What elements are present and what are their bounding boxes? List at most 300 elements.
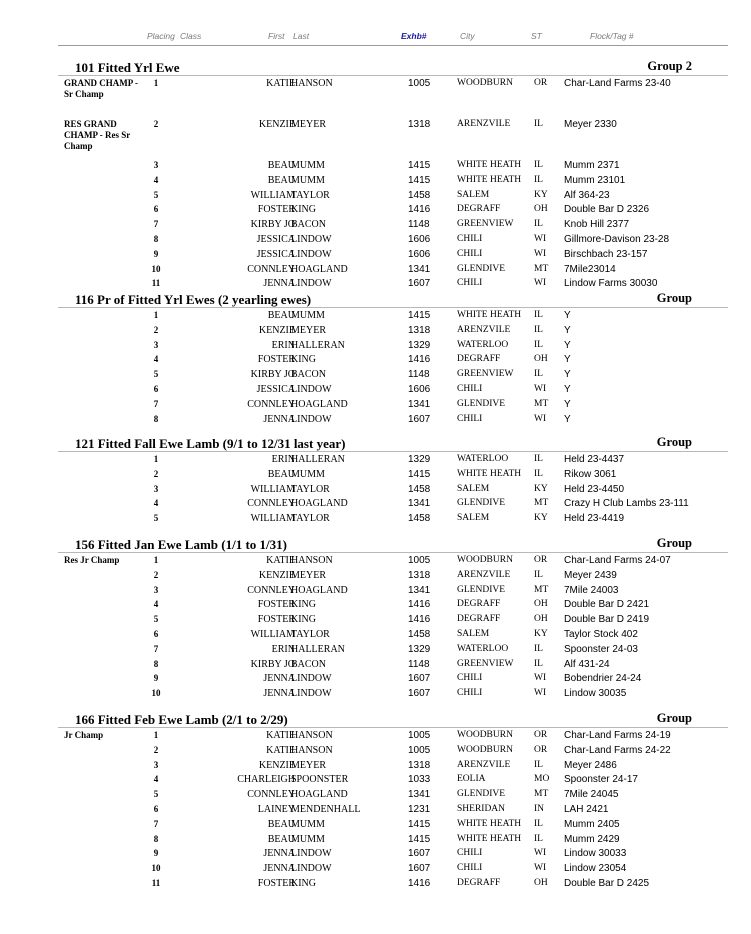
city: WATERLOO: [457, 454, 509, 464]
first-name: FOSTER: [257, 354, 295, 366]
section-title: 166 Fitted Feb Ewe Lamb (2/1 to 2/29): [75, 712, 288, 727]
award-label: Res Jr Champ: [64, 555, 120, 565]
city: GLENDIVE: [457, 498, 506, 509]
exhibitor-number: 1318: [408, 119, 431, 130]
first-name: BEAU: [267, 160, 295, 171]
flock-tag: Y: [564, 398, 571, 410]
section-group: Group: [656, 711, 692, 725]
state: IL: [534, 643, 543, 654]
table-row: [58, 629, 728, 644]
first-name: JENNA: [263, 863, 295, 875]
state: WI: [534, 233, 547, 244]
state: WI: [534, 383, 547, 394]
flock-tag: Lindow Farms 30030: [564, 278, 658, 290]
exhibitor-number: 1005: [408, 744, 431, 756]
flock-tag: Y: [564, 354, 571, 366]
state: MO: [534, 774, 550, 785]
last-name: LINDOW: [291, 278, 332, 290]
state: IL: [534, 468, 543, 479]
city: CHILI: [457, 688, 483, 699]
exhibitor-number: 1458: [408, 628, 431, 640]
city: GREENVIEW: [457, 219, 514, 230]
flock-tag: Knob Hill 2377: [564, 219, 630, 231]
placing: 8: [153, 833, 159, 844]
city: CHILI: [457, 848, 483, 859]
first-name: CHARLEIGH: [237, 774, 295, 786]
flock-tag: Char-Land Farms 24-19: [564, 730, 671, 741]
exhibitor-number: 1318: [408, 569, 431, 581]
section-divider: [58, 307, 728, 308]
first-name: BEAU: [267, 310, 295, 321]
header-st: ST: [531, 31, 542, 41]
city: SALEM: [457, 189, 490, 200]
exhibitor-number: 1329: [408, 454, 431, 465]
flock-tag: Alf 431-24: [564, 658, 610, 670]
exhibitor-number: 1148: [408, 369, 430, 381]
city: CHILI: [457, 233, 483, 244]
first-name: WILLIAM: [250, 628, 295, 640]
city: ARENZVILE: [457, 759, 511, 770]
section-divider: [58, 552, 728, 553]
exhibitor-number: 1341: [408, 498, 431, 510]
table-row: [58, 414, 728, 429]
section-group: Group 2: [647, 59, 692, 73]
first-name: CONNLEY: [247, 398, 295, 410]
state: MT: [534, 789, 549, 800]
table-row: [58, 819, 728, 834]
state: MT: [534, 263, 549, 274]
exhibitor-number: 1415: [408, 174, 431, 186]
city: SHERIDAN: [457, 803, 506, 814]
flock-tag: Lindow 30035: [564, 688, 627, 700]
placing: 5: [153, 614, 159, 625]
first-name: JENNA: [263, 278, 295, 290]
placing: 5: [153, 789, 159, 800]
placing: 5: [153, 513, 159, 524]
exhibitor-number: 1416: [408, 614, 431, 626]
first-name: KATIE: [266, 730, 295, 741]
last-name: MEYER: [291, 324, 326, 336]
header-divider: [58, 45, 728, 46]
placing: 11: [151, 278, 161, 289]
exhibitor-number: 1458: [408, 483, 431, 495]
flock-tag: Lindow 23054: [564, 863, 627, 875]
city: ARENZVILE: [457, 324, 511, 335]
flock-tag: Held 23-4419: [564, 513, 625, 525]
first-name: KATIE: [266, 744, 295, 756]
placing: 1: [153, 310, 159, 320]
state: IL: [534, 310, 543, 320]
exhibitor-number: 1415: [408, 818, 431, 830]
last-name: LINDOW: [291, 248, 332, 260]
table-row: [58, 469, 728, 484]
placing: 8: [153, 233, 159, 244]
city: WHITE HEATH: [457, 174, 522, 185]
table-row: [58, 659, 728, 674]
city: DEGRAFF: [457, 614, 501, 625]
placing: 5: [153, 189, 159, 200]
placing: 4: [153, 498, 159, 509]
placing: 3: [153, 339, 159, 350]
flock-tag: Rikow 3061: [564, 468, 617, 480]
placing: 7: [153, 818, 159, 829]
first-name: CONNLEY: [247, 498, 295, 510]
first-name: JENNA: [263, 673, 295, 685]
exhibitor-number: 1341: [408, 789, 431, 801]
flock-tag: Mumm 2405: [564, 818, 620, 830]
flock-tag: Y: [564, 324, 571, 336]
last-name: HOAGLAND: [291, 789, 348, 801]
exhibitor-number: 1148: [408, 658, 430, 670]
city: CHILI: [457, 383, 483, 394]
section-divider: [58, 75, 728, 76]
state: IL: [534, 658, 543, 669]
flock-tag: 7Mile23014: [564, 263, 616, 275]
flock-tag: Double Bar D 2421: [564, 599, 650, 611]
exhibitor-number: 1415: [408, 833, 431, 845]
placing: 4: [153, 774, 159, 785]
city: CHILI: [457, 278, 483, 289]
flock-tag: Taylor Stock 402: [564, 628, 638, 640]
city: EOLIA: [457, 774, 486, 785]
state: WI: [534, 673, 547, 684]
last-name: BACON: [291, 369, 327, 381]
first-name: CONNLEY: [247, 584, 295, 596]
flock-tag: Lindow 30033: [564, 848, 627, 860]
table-row: [58, 454, 728, 469]
city: GREENVIEW: [457, 658, 514, 669]
last-name: LINDOW: [291, 848, 332, 860]
last-name: LINDOW: [291, 688, 332, 700]
header-last: Last: [293, 31, 310, 41]
flock-tag: Meyer 2330: [564, 119, 617, 130]
last-name: BACON: [291, 658, 327, 670]
placing: 7: [153, 219, 159, 230]
exhibitor-number: 1341: [408, 584, 431, 596]
city: CHILI: [457, 673, 483, 684]
first-name: BEAU: [267, 174, 295, 186]
header-class: Class: [180, 31, 202, 41]
table-row: [58, 310, 728, 325]
header-flock-tag: Flock/Tag #: [590, 31, 634, 41]
placing: 5: [153, 369, 159, 380]
exhibitor-number: 1606: [408, 233, 431, 245]
placing: 2: [153, 569, 159, 580]
exhibitor-number: 1329: [408, 339, 431, 351]
table-row: [58, 219, 728, 234]
first-name: WILLIAM: [250, 513, 295, 525]
flock-tag: Y: [564, 413, 571, 425]
city: GLENDIVE: [457, 584, 506, 595]
city: WOODBURN: [457, 744, 513, 755]
section-divider: [58, 727, 728, 728]
table-row: [58, 513, 728, 528]
flock-tag: Double Bar D 2425: [564, 877, 650, 889]
first-name: JENNA: [263, 688, 295, 700]
award-label: Jr Champ: [64, 730, 104, 740]
exhibitor-number: 1033: [408, 774, 431, 786]
section-group: Group: [656, 536, 692, 550]
first-name: KENZIE: [258, 569, 295, 581]
city: WHITE HEATH: [457, 833, 522, 844]
last-name: MEYER: [291, 759, 326, 771]
table-row: [58, 204, 728, 219]
award-label: GRAND CHAMP - Sr Champ: [64, 78, 138, 100]
city: WHITE HEATH: [457, 468, 522, 479]
first-name: JENNA: [263, 413, 295, 425]
table-row: [58, 78, 728, 119]
table-row: [58, 834, 728, 849]
first-name: ERIN: [271, 643, 295, 655]
placing: 1: [153, 730, 159, 740]
placing: 10: [151, 688, 161, 699]
exhibitor-number: 1607: [408, 688, 431, 700]
state: IL: [534, 759, 543, 770]
last-name: MUMM: [291, 174, 325, 186]
exhibitor-number: 1416: [408, 354, 431, 366]
flock-tag: Y: [564, 369, 571, 381]
state: IL: [534, 454, 543, 464]
last-name: TAYLOR: [291, 483, 330, 495]
results-rows: [58, 454, 728, 528]
placing: 2: [153, 744, 159, 755]
exhibitor-number: 1005: [408, 730, 431, 741]
state: IL: [534, 339, 543, 350]
results-rows: [58, 310, 728, 428]
exhibitor-number: 1607: [408, 848, 431, 860]
state: KY: [534, 189, 548, 200]
state: OH: [534, 614, 548, 625]
last-name: MEYER: [291, 569, 326, 581]
placing: 4: [153, 599, 159, 610]
state: MT: [534, 498, 549, 509]
first-name: BEAU: [267, 468, 295, 480]
header-placing: Placing: [147, 31, 175, 41]
table-row: [58, 249, 728, 264]
last-name: KING: [291, 877, 316, 889]
table-row: [58, 863, 728, 878]
state: WI: [534, 413, 547, 424]
table-row: [58, 369, 728, 384]
section-title: 121 Fitted Fall Ewe Lamb (9/1 to 12/31 last year): [75, 436, 346, 451]
last-name: HALLERAN: [291, 339, 345, 351]
first-name: KENZIE: [258, 324, 295, 336]
placing: 10: [151, 263, 161, 274]
table-row: [58, 484, 728, 499]
flock-tag: Y: [564, 383, 571, 395]
placing: 3: [153, 483, 159, 494]
city: WOODBURN: [457, 730, 513, 740]
state: IN: [534, 803, 545, 814]
city: WHITE HEATH: [457, 818, 522, 829]
last-name: MUMM: [291, 160, 325, 171]
table-row: [58, 340, 728, 355]
placing: 11: [151, 877, 161, 888]
exhibitor-number: 1416: [408, 204, 431, 216]
first-name: BEAU: [267, 818, 295, 830]
state: OH: [534, 204, 548, 215]
table-row: [58, 673, 728, 688]
award-label: RES GRAND CHAMP - Res Sr Champ: [64, 119, 131, 152]
results-rows: [58, 78, 728, 293]
city: WOODBURN: [457, 78, 513, 88]
state: IL: [534, 174, 543, 185]
flock-tag: Double Bar D 2419: [564, 614, 650, 626]
last-name: HANSON: [291, 78, 333, 89]
header-city: City: [460, 31, 475, 41]
last-name: LINDOW: [291, 413, 332, 425]
placing: 1: [153, 454, 159, 464]
state: MT: [534, 584, 549, 595]
placing: 6: [153, 204, 159, 215]
exhibitor-number: 1329: [408, 643, 431, 655]
table-row: [58, 878, 728, 893]
placing: 4: [153, 174, 159, 185]
table-row: [58, 160, 728, 175]
table-row: [58, 278, 728, 293]
table-row: [58, 644, 728, 659]
flock-tag: Double Bar D 2326: [564, 204, 650, 216]
flock-tag: LAH 2421: [564, 803, 609, 815]
header-exhb: Exhb#: [401, 31, 427, 41]
first-name: KIRBY JO: [250, 219, 295, 231]
exhibitor-number: 1415: [408, 160, 431, 171]
placing: 6: [153, 803, 159, 814]
flock-tag: Held 23-4450: [564, 483, 625, 495]
first-name: KIRBY JO: [250, 658, 295, 670]
section-title: 156 Fitted Jan Ewe Lamb (1/1 to 1/31): [75, 537, 287, 552]
results-rows: [58, 730, 728, 893]
placing: 3: [153, 759, 159, 770]
flock-tag: Mumm 2371: [564, 160, 620, 171]
table-row: [58, 384, 728, 399]
table-row: [58, 325, 728, 340]
placing: 4: [153, 354, 159, 365]
first-name: LAINEY: [257, 803, 295, 815]
city: GLENDIVE: [457, 398, 506, 409]
first-name: JESSICA: [256, 248, 295, 260]
flock-tag: Spoonster 24-17: [564, 774, 638, 786]
placing: 9: [153, 848, 159, 859]
exhibitor-number: 1148: [408, 219, 430, 231]
header-first: First: [268, 31, 285, 41]
placing: 3: [153, 160, 159, 170]
table-row: [58, 599, 728, 614]
last-name: HALLERAN: [291, 643, 345, 655]
first-name: FOSTER: [257, 877, 295, 889]
table-row: [58, 614, 728, 629]
state: IL: [534, 818, 543, 829]
first-name: CONNLEY: [247, 789, 295, 801]
exhibitor-number: 1458: [408, 513, 431, 525]
last-name: MUMM: [291, 833, 325, 845]
state: KY: [534, 628, 548, 639]
state: IL: [534, 119, 543, 129]
city: DEGRAFF: [457, 599, 501, 610]
first-name: KENZIE: [258, 119, 295, 130]
last-name: LINDOW: [291, 863, 332, 875]
exhibitor-number: 1416: [408, 599, 431, 611]
exhibitor-number: 1318: [408, 324, 431, 336]
last-name: HANSON: [291, 555, 333, 566]
state: IL: [534, 160, 543, 170]
placing: 9: [153, 248, 159, 259]
table-row: [58, 688, 728, 703]
table-row: [58, 760, 728, 775]
state: OR: [534, 78, 548, 88]
state: IL: [534, 324, 543, 335]
flock-tag: 7Mile 24045: [564, 789, 619, 801]
placing: 3: [153, 584, 159, 595]
last-name: MENDENHALL: [291, 803, 361, 815]
placing: 2: [153, 119, 159, 129]
exhibitor-number: 1607: [408, 413, 431, 425]
first-name: BEAU: [267, 833, 295, 845]
last-name: KING: [291, 354, 316, 366]
last-name: MUMM: [291, 310, 325, 321]
exhibitor-number: 1318: [408, 759, 431, 771]
flock-tag: Y: [564, 310, 571, 321]
first-name: WILLIAM: [250, 189, 295, 201]
last-name: TAYLOR: [291, 189, 330, 201]
state: KY: [534, 483, 548, 494]
state: OH: [534, 599, 548, 610]
state: WI: [534, 278, 547, 289]
exhibitor-number: 1005: [408, 555, 431, 566]
table-row: [58, 745, 728, 760]
table-row: [58, 585, 728, 600]
table-row: [58, 119, 728, 160]
state: OR: [534, 730, 548, 740]
first-name: FOSTER: [257, 614, 295, 626]
exhibitor-number: 1415: [408, 310, 431, 321]
placing: 6: [153, 383, 159, 394]
table-row: [58, 730, 728, 745]
first-name: WILLIAM: [250, 483, 295, 495]
flock-tag: Mumm 23101: [564, 174, 626, 186]
exhibitor-number: 1607: [408, 278, 431, 290]
table-row: [58, 264, 728, 279]
last-name: HANSON: [291, 730, 333, 741]
flock-tag: 7Mile 24003: [564, 584, 619, 596]
city: DEGRAFF: [457, 204, 501, 215]
last-name: MEYER: [291, 119, 326, 130]
table-row: [58, 555, 728, 570]
last-name: BACON: [291, 219, 327, 231]
flock-tag: Y: [564, 339, 571, 351]
placing: 2: [153, 468, 159, 479]
table-row: [58, 789, 728, 804]
last-name: HOAGLAND: [291, 584, 348, 596]
placing: 8: [153, 413, 159, 424]
city: WATERLOO: [457, 643, 509, 654]
city: GLENDIVE: [457, 263, 506, 274]
flock-tag: Held 23-4437: [564, 454, 625, 465]
placing: 7: [153, 643, 159, 654]
placing: 7: [153, 398, 159, 409]
last-name: KING: [291, 614, 316, 626]
first-name: KATIE: [266, 78, 295, 89]
placing: 1: [153, 78, 159, 88]
state: WI: [534, 688, 547, 699]
state: WI: [534, 848, 547, 859]
exhibitor-number: 1607: [408, 863, 431, 875]
exhibitor-number: 1341: [408, 398, 431, 410]
last-name: TAYLOR: [291, 628, 330, 640]
table-row: [58, 234, 728, 249]
flock-tag: Meyer 2486: [564, 759, 617, 771]
city: DEGRAFF: [457, 354, 501, 365]
